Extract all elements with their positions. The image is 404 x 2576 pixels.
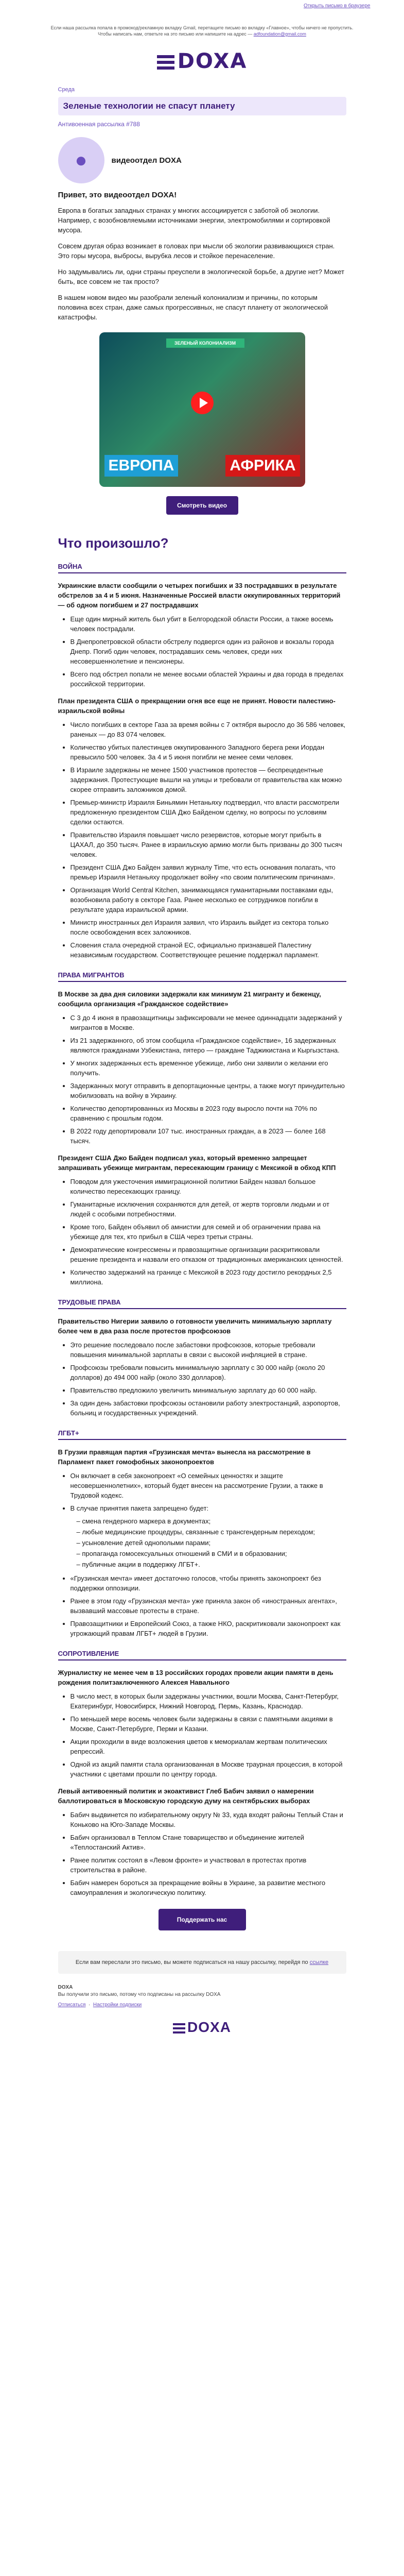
open-in-browser-link[interactable]: Открыть письмо в браузере	[304, 3, 371, 9]
notice-body: Если наша рассылка попала в промокод/рекламную вкладку Gmail, перетащите письмо во вкладку «Главное», чтобы ничего не пропустить. Чтобы написать нам, ответьте на это письмо или напишите на адрес —	[50, 25, 354, 37]
dash-icon: –	[76, 1550, 82, 1557]
dash-text: пропаганда гомосексуальных отношений в СМИ и в образовании;	[82, 1550, 287, 1557]
notice-text	[48, 25, 357, 37]
list-item: • Из 21 задержанного, об этом сообщила «Гражданское содействие», 16 задержанных являются гражданами Узбекистана, пятеро — граждане Таджикистана и Кыргызстана.	[71, 1036, 346, 1055]
video-label-left: ЕВРОПА	[104, 455, 179, 477]
intro-paragraph: Совсем другая образ возникает в головах при мысли об экологии развивающихся стран. Это горы мусора, выбросы, вырубка лесов и стойкое перенаселение.	[58, 242, 335, 260]
intro-paragraph: В нашем новом видео мы разобрали зеленый колониализм и причины, по которым половина всех стран, даже самых прогрессивных, не спасут планету от экологической катастрофы.	[58, 294, 328, 321]
doxa-logo	[48, 49, 357, 73]
footer-logo-text: DOXA	[187, 2019, 231, 2035]
unsubscribe-link[interactable]: Отписаться	[58, 2002, 86, 2008]
top-bar	[0, 0, 404, 9]
list-item: • За один день забастовки профсоюзы остановили работу электростанций, аэропортов, больниц и государственных учреждений.	[71, 1398, 346, 1418]
video-thumbnail[interactable]	[99, 332, 305, 487]
news-lead: В Грузии правящая партия «Грузинская мечта» вынесла на рассмотрение в Парламент пакет гомофобных законопроектов	[58, 1448, 311, 1466]
footer-logo	[58, 2019, 346, 2036]
author-block	[58, 137, 346, 183]
list-item: • Ранее в этом году «Грузинская мечта» уже приняла закон об «иностранных агентах», вызвавший массовые протесты в стране.	[71, 1596, 346, 1616]
news-list	[58, 1810, 346, 1897]
video-badge: ЗЕЛЕНЫЙ КОЛОНИАЛИЗМ	[166, 338, 244, 348]
section-heading: Что произошло?	[58, 535, 169, 551]
issue-series: Антивоенная рассылка #788	[58, 121, 140, 128]
list-item: • В число мест, в которых были задержаны участники, вошли Москва, Санкт-Петербург, Екатеринбург, Новосибирск, Нижний Новгород, Пермь, Казань, Краснодар.	[71, 1691, 346, 1711]
footer-org: DOXA	[58, 1985, 73, 1990]
dash-icon: –	[76, 1561, 82, 1568]
intro-paragraph: Европа в богатых западных странах у многих ассоциируется с заботой об экологии. Например, с возобновляемыми источниками энергии, электромобилями и сортировкой мусора.	[58, 207, 330, 234]
list-item: • Бабич выдвинется по избирательному округу № 33, куда входят районы Теплый Стан и Коньково на Юго-Западе Москвы.	[71, 1810, 346, 1829]
logo-bars-icon	[157, 53, 174, 72]
list-item: • С 3 до 4 июня в правозащитницы зафиксировали не менее одиннадцати задержаний у мигрантов в Москве.	[71, 1013, 346, 1032]
greeting: Привет, это видеоотдел DOXA!	[58, 191, 177, 199]
dash-item	[58, 1538, 346, 1548]
news-list	[58, 1340, 346, 1418]
news-lead: Украинские власти сообщили о четырех погибших и 33 пострадавших в результате обстрелов за 4 и 5 июня. Назначенные Россией власти оккупированных территорий — об одном погибшем и 27 пострадавших	[58, 582, 341, 609]
news-list	[58, 1177, 346, 1287]
list-item: • Организация World Central Kitchen, занимающаяся гуманитарными поставками еды, возобновила работу в секторе Газа. Ранее несколько ее сотрудников погибли в результате удара израильской армии.	[71, 885, 346, 914]
list-item: • Профсоюзы требовали повысить минимальную зарплату с 30 000 найр (около 20 долларов) до 494 000 найр (около 330 долларов).	[71, 1363, 346, 1382]
dash-text: смена гендерного маркера в документах;	[82, 1517, 211, 1525]
notice-email-link[interactable]: adfoundation@gmail.com	[253, 31, 306, 37]
dash-item	[58, 1549, 346, 1558]
list-item: • Это решение последовало после забастовки профсоюзов, которые требовали повышения минимальной зарплаты в связи с высокой инфляцией в стране.	[71, 1340, 346, 1360]
list-item: • Всего под обстрел попали не менее восьми областей Украины и два города в пределах российской территории.	[71, 669, 346, 689]
dash-icon: –	[76, 1528, 82, 1536]
list-item: • Количество убитых палестинцев оккупированного Западного берега реки Иордан превысило 500 человек. За 4 и 5 июня погибли не менее семи человек.	[71, 742, 346, 762]
logo-text: DOXA	[177, 49, 248, 73]
section-title: ЛГБТ+	[58, 1429, 346, 1440]
news-list	[58, 1471, 346, 1513]
list-item: • Бабич организовал в Теплом Стане товарищество и объединение жителей «Теплостанский Актив».	[71, 1833, 346, 1852]
section-title: ТРУДОВЫЕ ПРАВА	[58, 1298, 346, 1309]
news-lead: Левый антивоенный политик и экоактивист Глеб Бабич заявил о намерении баллотироваться в Московскую городскую думу на сентябрьских выборах	[58, 1787, 314, 1805]
news-lead: Правительство Нигерии заявило о готовности увеличить минимальную зарплату более чем в два раза после протестов профсоюзов	[58, 1317, 332, 1335]
person-icon: ●	[75, 148, 87, 172]
issue-title: Зеленые технологии не спасут планету	[58, 97, 346, 115]
list-item: • Задержанных могут отправить в депортационные центры, а также могут принудительно мобилизовать на войну в Украину.	[71, 1081, 346, 1100]
list-item: • Количество депортированных из Москвы в 2023 году выросло почти на 70% по сравнению с прошлым годом.	[71, 1104, 346, 1123]
play-icon[interactable]	[191, 392, 214, 414]
news-lead: Журналистку не менее чем в 13 российских городах провели акции памяти в день рождения политзаключенного Алексея Навального	[58, 1669, 333, 1686]
dash-item	[58, 1516, 346, 1526]
footer-note: Вы получили это письмо, потому что подписаны на рассылку DOXA	[58, 1992, 221, 1997]
dash-icon: –	[76, 1539, 82, 1547]
list-item: • Акции проходили в виде возложения цветов к мемориалам жертвам политических репрессий.	[71, 1737, 346, 1756]
footer	[58, 1984, 346, 2009]
issue-date: Среда	[58, 87, 75, 93]
news-list	[58, 614, 346, 689]
list-item: • Одной из акций памяти стала организованная в Москве траурная процессия, в которой участники с цветами прошли по центру города.	[71, 1759, 346, 1779]
news-sections	[58, 563, 346, 1897]
list-item: • Поводом для ужесточения иммиграционной политики Байден назвал большое количество пересекающих границу.	[71, 1177, 346, 1196]
list-item: • Бабич намерен бороться за прекращение войны в Украине, за развитие местного самоуправления и экологическую политику.	[71, 1878, 346, 1897]
list-item: • «Грузинская мечта» имеет достаточно голосов, чтобы принять законопроект без поддержки оппозиции.	[71, 1573, 346, 1593]
news-list	[58, 1573, 346, 1638]
list-item: • В 2022 году депортировали 107 тыс. иностранных граждан, а в 2023 — более 168 тысяч.	[71, 1126, 346, 1146]
list-item: • Демократические конгрессмены и правозащитные организации раскритиковали решение президента и назвали его отказом от традиционных американских ценностей.	[71, 1245, 346, 1264]
section-title: ВОЙНА	[58, 563, 346, 573]
dash-text: любые медицинские процедуры, связанные с трансгендерным переходом;	[82, 1528, 315, 1536]
list-item: • Президент США Джо Байден заявил журналу Time, что есть основания полагать, что премьер Израиля Нетаньяху продолжает войну «по своим политическим причинам».	[71, 862, 346, 882]
dash-item	[58, 1527, 346, 1537]
list-item: • Еще один мирный житель был убит в Белгородской области России, а также восемь человек пострадали.	[71, 614, 346, 634]
list-item: • Премьер-министр Израиля Биньямин Нетаньяху подтвердил, что власти рассмотрели предложенную президентом США Джо Байденом сделку, но вопросы по условиям сделки остаются.	[71, 798, 346, 827]
list-item: • У многих задержанных есть временное убежище, либо они заявили о желании его получить.	[71, 1058, 346, 1078]
list-item: • Словения стала очередной страной ЕС, официально признавшей Палестину независимым государством. Соответствующее решение поддержал парламент.	[71, 940, 346, 960]
list-item: • Гуманитарные исключения сохраняются для детей, от жертв торговли людьми и от людей с особыми потребностями.	[71, 1199, 346, 1219]
news-lead: В Москве за два дня силовики задержали как минимум 21 мигранту и беженцу, сообщила организация «Гражданское содействие»	[58, 990, 321, 1008]
footer-links: Отписаться · Настройки подписки	[58, 2002, 142, 2008]
list-item: • Правозащитники и Европейский Союз, а также НКО, раскритиковали законопроект как угрожающий правам ЛГБТ+ людей в Грузии.	[71, 1619, 346, 1638]
list-item: • Он включает в себя законопроект «О семейных ценностях и защите несовершеннолетних», который будет внесен на рассмотрение Грузии, а также в Трудовой кодекс.	[71, 1471, 346, 1500]
intro-paragraph: Но задумывались ли, одни страны преуспели в экологической борьбе, а другие нет? Может быть, все совсем не так просто?	[58, 268, 344, 285]
forward-note	[58, 1951, 346, 1974]
settings-link[interactable]: Настройки подписки	[93, 2002, 142, 2008]
forward-text: Если вам переслали это письмо, вы можете подписаться на нашу рассылку, перейдя по	[75, 1959, 310, 1965]
dash-text: усыновление детей однополыми парами;	[82, 1539, 211, 1547]
news-lead: План президента США о прекращении огня все еще не принят. Новости палестино-израильской войны	[58, 697, 336, 715]
subscribe-link[interactable]: ссылке	[309, 1959, 329, 1965]
list-item: • Количество задержаний на границе с Мексикой в 2023 году достигло рекордных 2,5 миллиона.	[71, 1267, 346, 1287]
newsletter-body	[48, 87, 357, 2051]
avatar	[58, 137, 104, 183]
watch-video-button[interactable]: Смотреть видео	[166, 496, 238, 515]
news-list	[58, 720, 346, 960]
news-list	[58, 1013, 346, 1146]
list-item: • В Израиле задержаны не менее 1500 участников протестов — беспрецедентные задержания. Протестующие вышли на улицы и требовали от правительства как можно скорее отправить заложников домой.	[71, 765, 346, 794]
logo-bars-icon	[173, 2021, 185, 2036]
list-item: • Правительство предложило увеличить минимальную зарплату до 60 000 найр.	[71, 1385, 346, 1395]
dash-text: публичные акции в поддержку ЛГБТ+.	[82, 1561, 200, 1568]
support-button[interactable]: Поддержать нас	[159, 1909, 246, 1930]
list-item: • Ранее политик состоял в «Левом фронте» и участвовал в протестах против строительства в районе.	[71, 1855, 346, 1875]
video-label-right: АФРИКА	[225, 455, 300, 477]
list-item: • Число погибших в секторе Газа за время войны с 7 октября выросло до 36 586 человек, раненых — до 83 074 человек.	[71, 720, 346, 739]
list-item: • В случае принятия пакета запрещено будет:	[71, 1503, 346, 1513]
list-item: • По меньшей мере восемь человек были задержаны в связи с памятными акциями в Москве, Санкт-Петербурге, Перми и Казани.	[71, 1714, 346, 1734]
list-item: • В Днепропетровской области обстрелу подвергся один из районов и вокзалы города Днепр. Погиб один человек, пострадавших семь человек, среди них несовершеннолетние и пенсионеры.	[71, 637, 346, 666]
author-name: видеоотдел DOXA	[111, 156, 182, 165]
section-title: СОПРОТИВЛЕНИЕ	[58, 1650, 346, 1660]
dash-icon: –	[76, 1517, 82, 1525]
section-title: ПРАВА МИГРАНТОВ	[58, 971, 346, 982]
list-item: • Правительство Израиля повышает число резервистов, которые могут прибыть в ЦАХАЛ, до 350 тысяч. Ранее в израильскую армию могли быть призваны до 300 тысяч человек.	[71, 830, 346, 859]
news-list	[58, 1691, 346, 1779]
news-lead: Президент США Джо Байден подписал указ, который временно запрещает запрашивать убежище мигрантам, пересекающим границу с Мексикой в обход КПП	[58, 1154, 336, 1172]
list-item: • Кроме того, Байден объявил об амнистии для семей и об ограничении права на убежище для тех, кто прибыл в США через третьи страны.	[71, 1222, 346, 1242]
dash-item	[58, 1560, 346, 1569]
list-item: • Министр иностранных дел Израиля заявил, что Израиль выйдет из сектора только после освобождения всех заложников.	[71, 918, 346, 937]
